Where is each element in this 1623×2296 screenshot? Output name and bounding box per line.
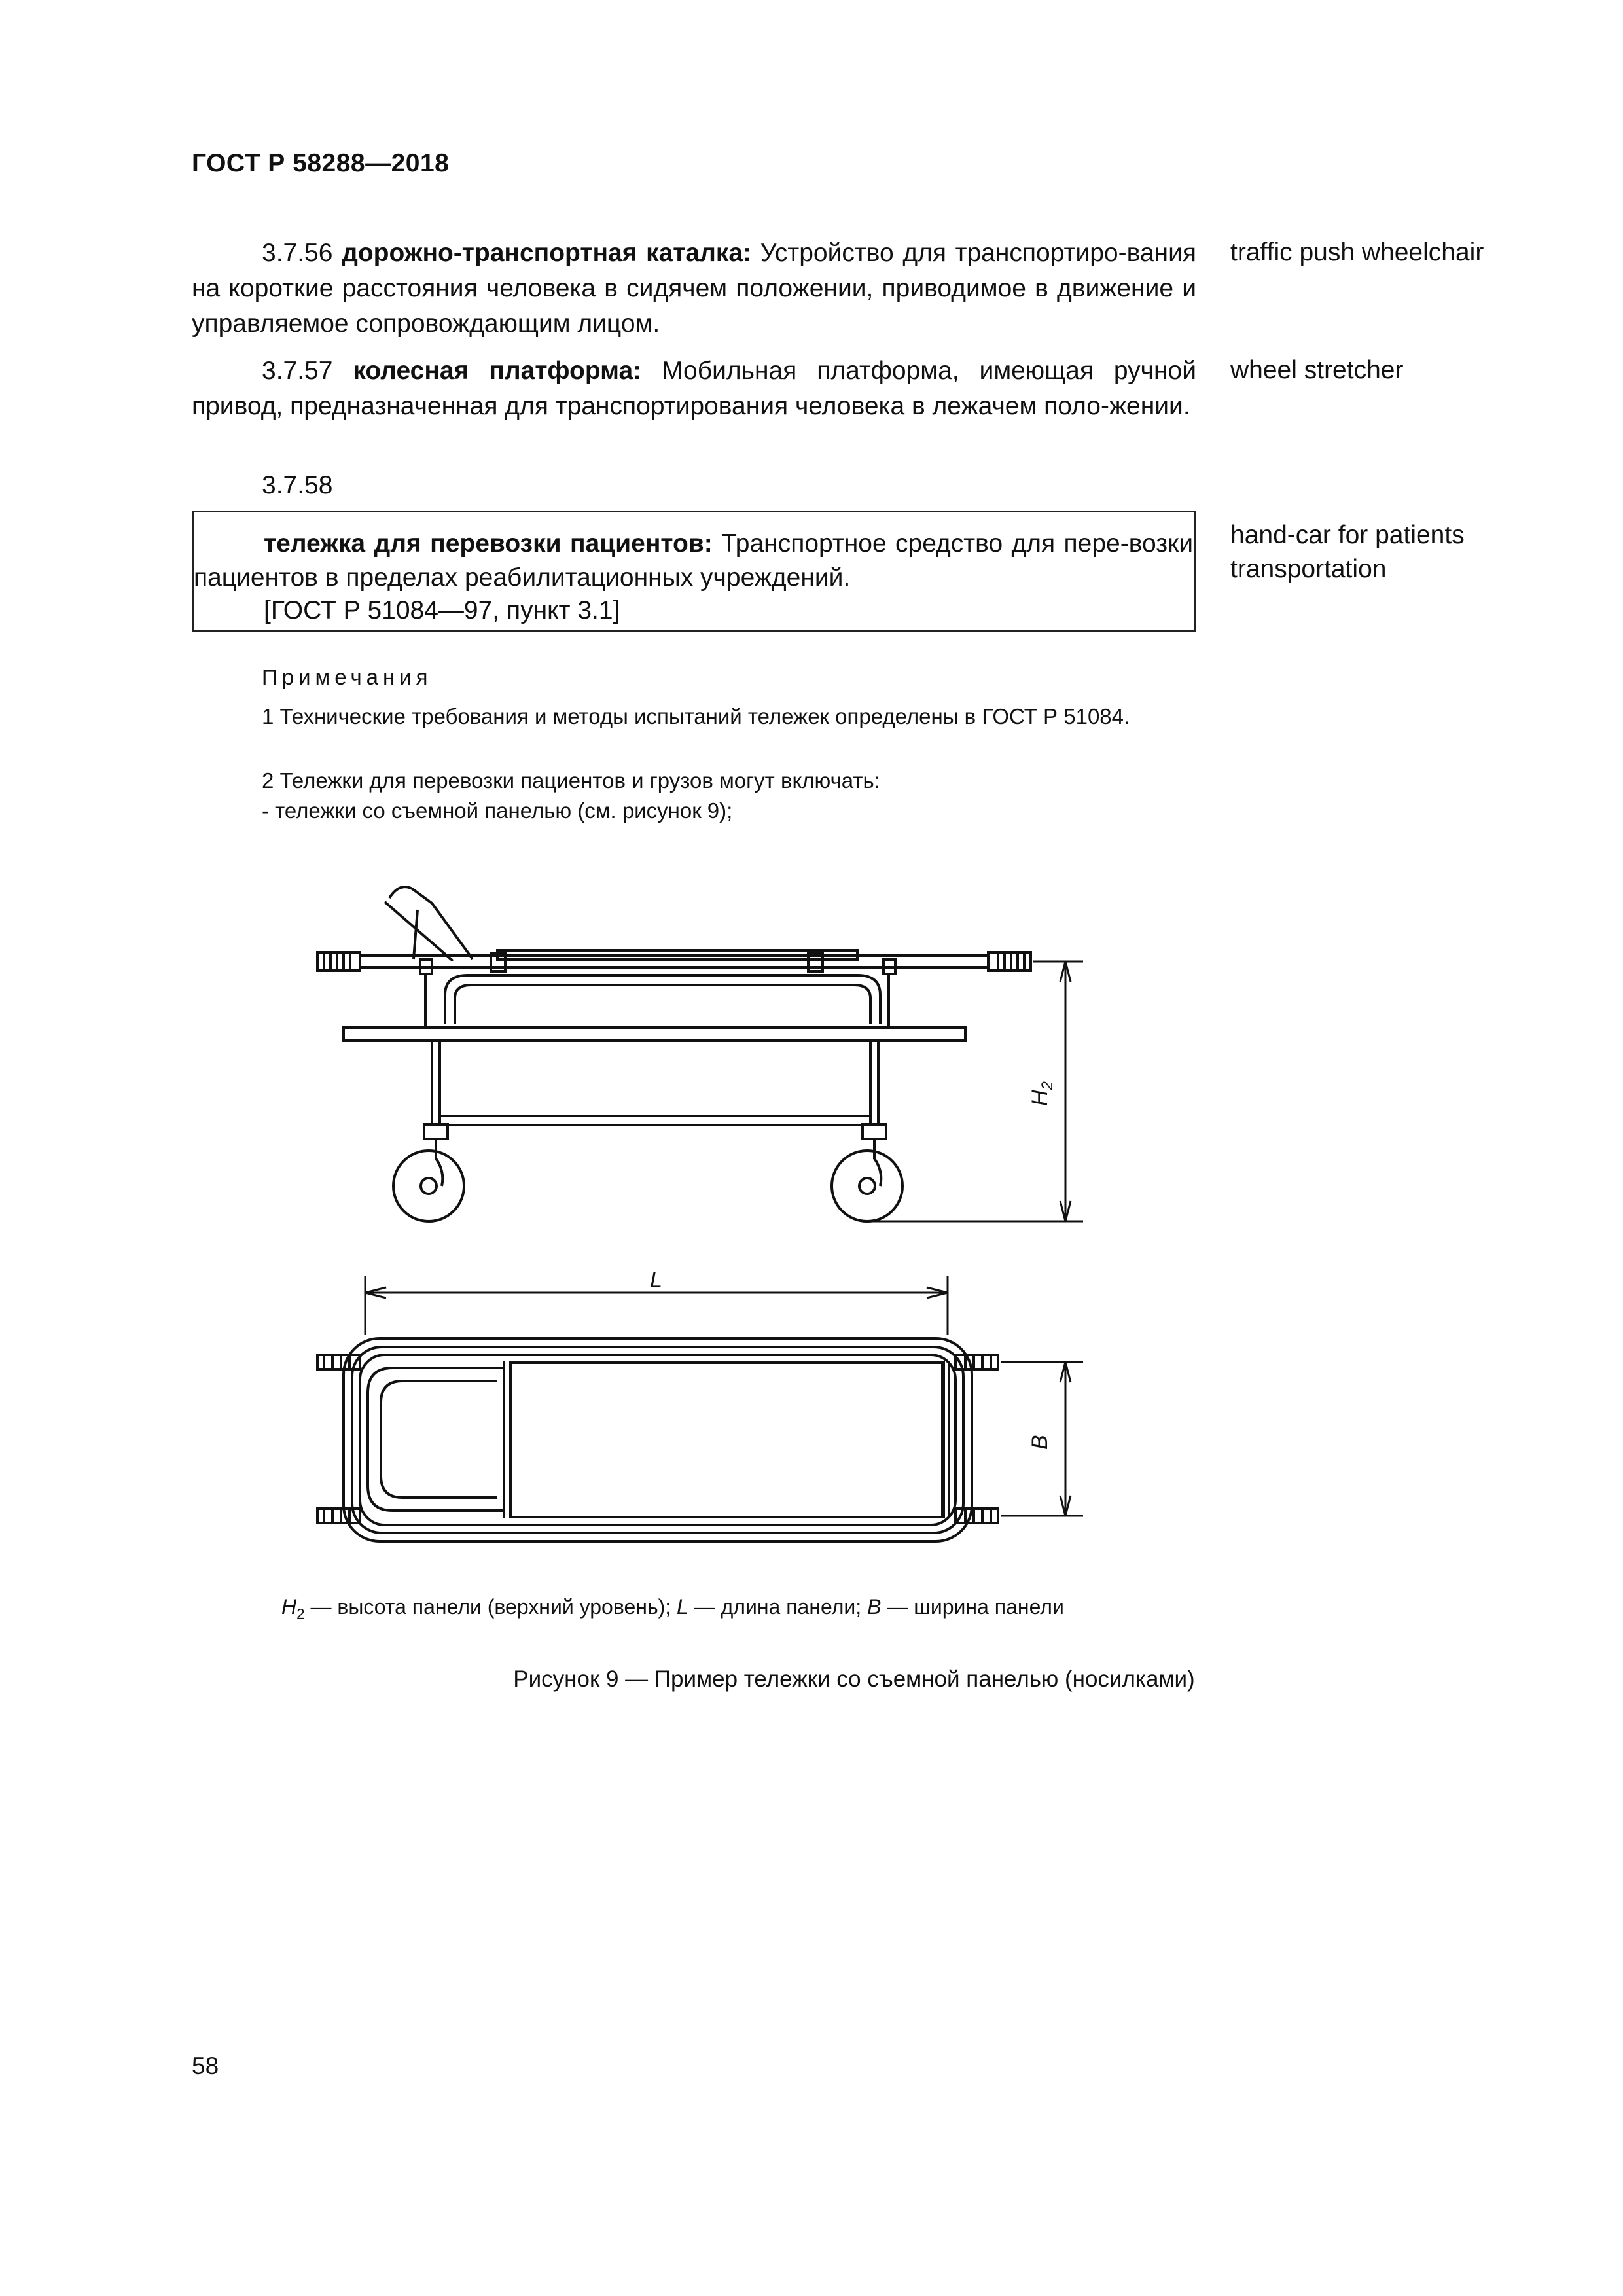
entry-number: 3.7.58 xyxy=(262,471,333,499)
notes-title: Примечания xyxy=(262,665,433,689)
page-number: 58 xyxy=(192,2053,219,2079)
entry-definition: Устройство для транспортиро-вания на короткие расстояния человека в сидячем положении, приводимое в движение и управляемое сопровождающим лицом. xyxy=(192,239,1196,338)
h2-label: $H_2$ xyxy=(1027,1081,1056,1106)
entry-3-7-56 xyxy=(192,236,1196,342)
entry-term: колесная платформа: xyxy=(353,357,642,385)
entry-number: 3.7.57 xyxy=(262,357,333,385)
source-reference: [ГОСТ Р 51084—97, пункт 3.1] xyxy=(264,596,620,624)
left-wheel xyxy=(393,1151,464,1221)
entry-term: дорожно-транспортная каталка: xyxy=(342,239,752,267)
entry-definition: Транспортное средство для пере-возки пациентов в пределах реабилитационных учреждений. xyxy=(194,529,1193,592)
quoted-definition-box xyxy=(192,511,1196,632)
panel-top-view xyxy=(510,1363,942,1517)
b-label: B xyxy=(1027,1435,1052,1450)
entry-3-7-57 xyxy=(192,353,1196,424)
english-term-line: hand-car for patients xyxy=(1230,521,1465,549)
backrest-section xyxy=(368,1368,504,1511)
right-wheel xyxy=(832,1151,902,1221)
entry-english-term xyxy=(1230,518,1597,586)
l-label: L xyxy=(650,1268,662,1293)
entry-term: тележка для перевозки пациентов: xyxy=(264,529,713,558)
entry-english-term: wheel stretcher xyxy=(1230,356,1404,384)
lower-platform xyxy=(344,1028,965,1041)
standard-header: ГОСТ Р 58288—2018 xyxy=(192,149,450,177)
entry-3-7-58 xyxy=(194,527,1193,595)
entry-definition: Мобильная платформа, имеющая ручной привод, предназначенная для транспортирования человека в лежачем поло-жении. xyxy=(192,357,1196,420)
figure-legend: $H_2$ — высота панели (верхний уровень); L — длина панели; B — ширина панели xyxy=(281,1595,1064,1623)
entry-english-term: traffic push wheelchair xyxy=(1230,238,1484,266)
entry-number: 3.7.56 xyxy=(262,239,333,267)
note-1: 1 Технические требования и методы испытаний тележек определены в ГОСТ Р 51084. xyxy=(262,704,1130,728)
english-term-line: transportation xyxy=(1230,555,1387,583)
note-list-item: - тележки со съемной панелью (см. рисунок 9); xyxy=(262,798,733,823)
handle-bar xyxy=(389,887,473,959)
note-2: 2 Тележки для перевозки пациентов и грузов могут включать: xyxy=(262,768,880,793)
stretcher-trolley-drawing xyxy=(294,864,1145,1584)
figure-caption: Рисунок 9 — Пример тележки со съемной панелью (носилками) xyxy=(513,1666,1195,1692)
